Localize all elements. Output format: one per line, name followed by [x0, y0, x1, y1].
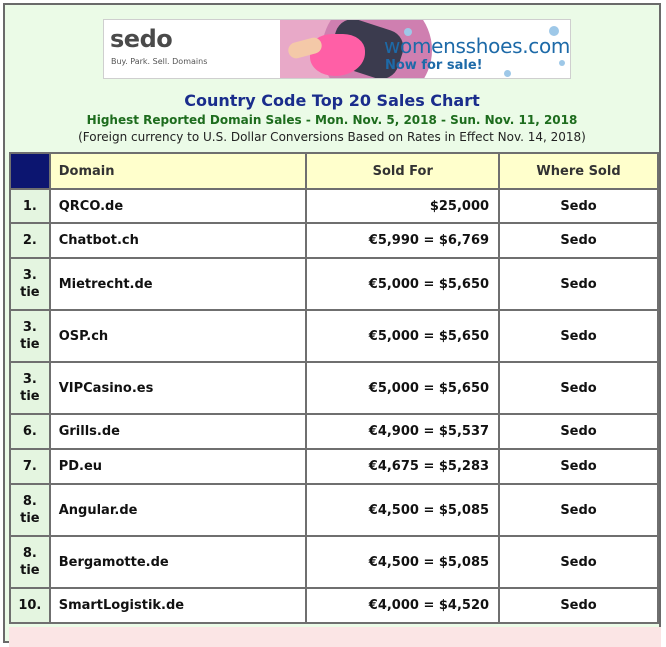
domain-cell: Grills.de [50, 414, 307, 449]
sold-for-cell: €5,000 = $5,650 [306, 362, 499, 414]
header-corner [10, 153, 50, 189]
sales-table [9, 152, 659, 624]
domain-cell: Mietrecht.de [50, 258, 307, 310]
rank-cell: 8. tie [10, 536, 50, 588]
header-where-sold: Where Sold [499, 153, 658, 189]
sedo-tagline: Buy. Park. Sell. Domains [111, 57, 208, 66]
sold-for-cell: €4,900 = $5,537 [306, 414, 499, 449]
table-row [10, 189, 658, 223]
domain-cell: Bergamotte.de [50, 536, 307, 588]
rank-cell: 7. [10, 449, 50, 484]
domain-cell: Chatbot.ch [50, 223, 307, 258]
chart-frame [3, 3, 661, 643]
ad-for-sale-text: Now for sale! [385, 58, 483, 73]
domain-cell: QRCO.de [50, 189, 307, 223]
sold-for-cell: €4,000 = $4,520 [306, 588, 499, 623]
domain-cell: Angular.de [50, 484, 307, 536]
table-row [10, 536, 658, 588]
ad-decoration-dot [559, 60, 565, 66]
rank-cell: 3. tie [10, 258, 50, 310]
where-sold-cell: Sedo [499, 484, 658, 536]
rank-cell: 1. [10, 189, 50, 223]
domain-cell: SmartLogistik.de [50, 588, 307, 623]
page-subtitle: Highest Reported Domain Sales - Mon. Nov. 5, 2018 - Sun. Nov. 11, 2018 [86, 113, 578, 127]
currency-note: (Foreign currency to U.S. Dollar Conversions Based on Rates in Effect Nov. 14, 2018) [78, 130, 586, 144]
domain-cell: VIPCasino.es [50, 362, 307, 414]
header-domain: Domain [50, 153, 307, 189]
domain-cell: OSP.ch [50, 310, 307, 362]
table-row [10, 484, 658, 536]
sold-for-cell: $25,000 [306, 189, 499, 223]
sold-for-cell: €4,500 = $5,085 [306, 536, 499, 588]
table-row [10, 588, 658, 623]
sold-for-cell: €5,000 = $5,650 [306, 310, 499, 362]
where-sold-cell: Sedo [499, 414, 658, 449]
rank-cell: 3. tie [10, 310, 50, 362]
rank-cell: 2. [10, 223, 50, 258]
sedo-logo: sedo [110, 25, 173, 53]
table-header-row [10, 153, 658, 189]
table-row [10, 362, 658, 414]
ad-decoration-dot [504, 70, 511, 77]
next-section-strip [9, 627, 661, 647]
page-title: Country Code Top 20 Sales Chart [184, 91, 480, 110]
where-sold-cell: Sedo [499, 310, 658, 362]
where-sold-cell: Sedo [499, 258, 658, 310]
sold-for-cell: €5,990 = $6,769 [306, 223, 499, 258]
ad-banner[interactable] [103, 19, 571, 79]
where-sold-cell: Sedo [499, 189, 658, 223]
domain-cell: PD.eu [50, 449, 307, 484]
rank-cell: 10. [10, 588, 50, 623]
table-row [10, 414, 658, 449]
header-sold-for: Sold For [306, 153, 499, 189]
table-row [10, 449, 658, 484]
where-sold-cell: Sedo [499, 223, 658, 258]
where-sold-cell: Sedo [499, 362, 658, 414]
sold-for-cell: €4,500 = $5,085 [306, 484, 499, 536]
table-row [10, 223, 658, 258]
table-row [10, 258, 658, 310]
sold-for-cell: €5,000 = $5,650 [306, 258, 499, 310]
where-sold-cell: Sedo [499, 449, 658, 484]
sold-for-cell: €4,675 = $5,283 [306, 449, 499, 484]
ad-domain-name[interactable]: womensshoes.com [384, 34, 571, 58]
where-sold-cell: Sedo [499, 536, 658, 588]
where-sold-cell: Sedo [499, 588, 658, 623]
table-row [10, 310, 658, 362]
rank-cell: 6. [10, 414, 50, 449]
rank-cell: 8. tie [10, 484, 50, 536]
rank-cell: 3. tie [10, 362, 50, 414]
